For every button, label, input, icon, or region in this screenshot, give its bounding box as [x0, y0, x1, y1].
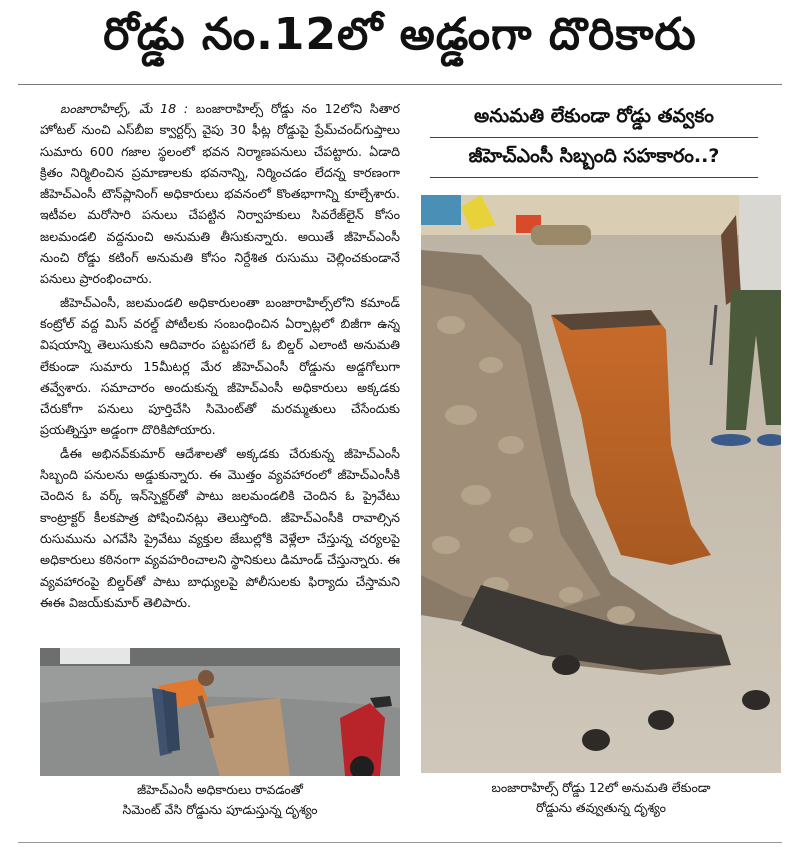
subhead-rule [430, 137, 758, 138]
paragraph-text: బంజారాహిల్స్‌ రోడ్డు నం 12లోని సితార హోటల్‌ నుంచి ఎస్‌బీఐ క్వార్టర్స్‌ వైపు 30 ఫీట్ల రోడ్డుపై ప్రేమ్‌చంద్‌గుప్తాలు సుమారు 600 గజాల స్థలంలో భవన నిర్మాణపనులు చేపట్టారు. ఏడాది క్రితం నిర్మిలించిన ప్రమాణాలకు భవనాన్ని, నిర్మించడం లేదన్న కారణంగా జీహెచ్‌ఎంసీ టౌన్‌ప్లానింగ్‌ అధికారులు భవనంలో కొంతభాగాన్ని కూల్చేశారు. ఇటీవల మరోసారి పనులు చేపట్టిన నిర్వాహకులు సివరేజ్‌లైన్‌ కోసం జలమండలి వద్దనుంచి అనుమతి తీసుకున్నారు. అయితే జీహెచ్‌ఎంసీ నుంచి రోడ్డు కటింగ్‌ అనుమతి కోసం నిర్దేశిత రుసుము చెల్లించకుండానే పనులు ప్రారంభించారు. [40, 101, 400, 287]
photo-cement-repair [40, 648, 400, 776]
dateline: బంజారాహిల్స్‌, మే 18 : [60, 101, 189, 116]
photo-caption-small [40, 780, 400, 820]
caption-line: బంజారాహిల్స్‌ రోడ్డు 12లో అనుమతి లేకుండా [491, 780, 711, 795]
caption-line: సిమెంట్‌ వేసి రోడ్డును పూడుస్తున్న దృశ్యం [122, 802, 318, 817]
caption-line: జీహెచ్‌ఎంసీ అధికారులు రావడంతో [137, 782, 303, 797]
photo-road-excavation [421, 195, 781, 773]
photo-caption-main [421, 778, 781, 818]
article-body [40, 98, 400, 643]
article-paragraph [40, 98, 400, 290]
article-paragraph: డీఈ అభినవ్‌కుమార్‌ ఆదేశాలతో అక్కడకు చేరుకున్న జీహెచ్‌ఎంసీ సిబ్బంది పనులను అడ్డుకున్నారు. ఈ మొత్తం వ్యవహారంలో జీహెచ్‌ఎంసీకి చెందిన ఓ వర్క్‌ ఇన్‌స్పెక్టర్‌తో పాటు జలమండలికి చెందిన ఓ ప్రైవేటు కాంట్రాక్టర్‌ కీలకపాత్ర పోషించినట్లు తెలుస్తోంది. జీహెచ్‌ఎంసీకి రావాల్సిన రుసుమును ఎగవేసి ప్రైవేటు వ్యక్తుల జేబుల్లోకి వెళ్లేలా చేస్తున్న చర్యలపై అధికారులు కఠినంగా వ్యవహరించాలని స్థానికులు డిమాండ్‌ చేస్తున్నారు. ఈ వ్యవహారంపై బిల్డర్‌తో పాటు బాధ్యులపై పోలీసులకు ఫిర్యాదు చేస్తామని ఈఈ విజయ్‌కుమార్‌ తెలిపారు. [40, 445, 400, 610]
photo-road-excavation-graphic [421, 195, 781, 773]
subhead-1: అనుమతి లేకుండా రోడ్డు తవ్వకం [474, 104, 714, 127]
subhead-rule [430, 177, 758, 178]
photo-cement-repair-graphic [40, 648, 400, 776]
subhead-2: జీహెచ్‌ఎంసీ సిబ్బంది సహకారం..? [468, 144, 720, 167]
headline: రోడ్డు నం.12లో అడ్డంగా దొరికారు [103, 9, 697, 60]
caption-line: రోడ్డును తవ్వుతున్న దృశ్యం [536, 800, 666, 815]
article-paragraph: జీహెచ్‌ఎంసీ, జలమండలి అధికారులంతా బంజారాహిల్స్‌లోని కమాండ్‌ కంట్రోల్‌ వద్ద మిస్‌ వరల్డ్‌ పోటీలకు సంబంధించిన ఏర్పాట్లలో బిజీగా ఉన్న విషయాన్ని తెలుసుకుని ఆదివారం పట్టపగలే ఓ బిల్డర్‌ ఎలాంటి అనుమతి లేకుండా సుమారు 15మీటర్ల మేర జీహెచ్‌ఎంసీ రోడ్డును అడ్డగోలుగా తవ్వేశారు. సమాచారం అందుకున్న జీహెచ్‌ఎంసీ అధికారులు అక్కడకు చేరుకోగా పనులు పూర్తిచేసి సిమెంట్‌తో మరమ్మతులు చేసేందుకు ప్రయత్నిస్తూ అడ్డంగా దొరికిపోయారు. [40, 294, 400, 438]
headline-rule [18, 84, 782, 85]
bottom-rule [18, 842, 782, 843]
